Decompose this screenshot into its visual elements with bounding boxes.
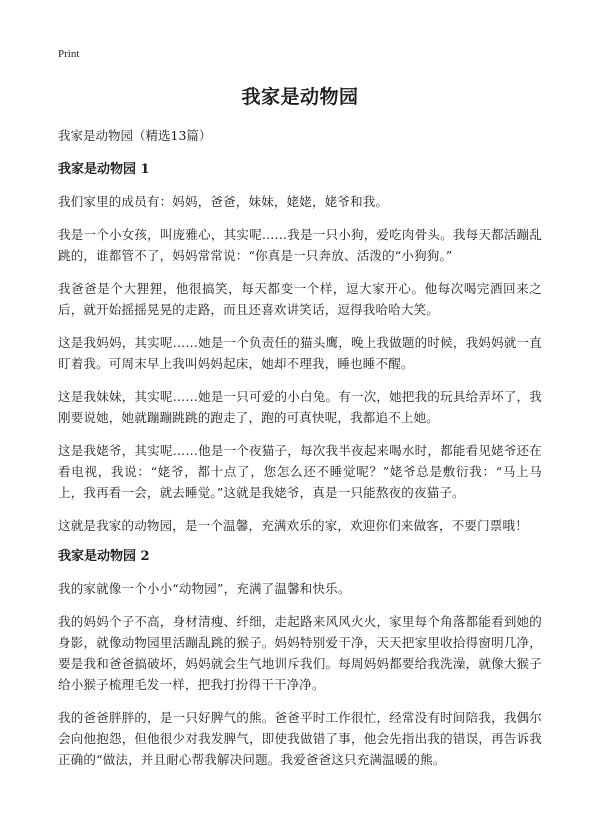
paragraph: 我的爸爸胖胖的，是一只好脾气的熊。爸爸平时工作很忙，经常没有时间陪我，我偶尔会向他抱怨，但他很少对我发脾气，即使我做错了事，他会先指出我的错误，再告诉我正确的“做法，并且耐心帮我解决问题。我爱爸爸这只充满温暖的熊。	[58, 710, 542, 767]
section-2	[58, 548, 542, 770]
paragraph: 我们家里的成员有：妈妈，爸爸，妹妹，姥姥，姥爷和我。	[58, 194, 389, 209]
paragraph: 我的家就像一个小小“动物园”，充满了温馨和快乐。	[58, 581, 351, 596]
paragraph: 这是我妈妈，其实呢……她是一个负责任的猫头鹰，晚上我做题的时候，我妈妈就一直盯着我。可周末早上我叫妈妈起床，她却不理我，睡也睡不醒。	[58, 335, 542, 371]
paragraph: 这是我妹妹，其实呢……她是一只可爱的小白兔。有一次，她把我的玩具给弄坏了，我刚要说她，她就蹦蹦跳跳的跑走了，跑的可真快呢，我都追不上她。	[58, 389, 542, 425]
paragraph: 我是一个小女孩，叫庞雅心，其实呢……我是一只小狗，爱吃肉骨头。我每天都活蹦乱跳的，谁都管不了，妈妈常常说：“你真是一只奔放、活泼的“小狗狗。”	[58, 227, 542, 263]
paragraph: 我的妈妈个子不高，身材清瘦、纤细，走起路来风风火火，家里每个角落都能看到她的身影，就像动物园里活蹦乱跳的猴子。妈妈特别爱干净，天天把家里收拾得窗明几净，要是我和爸爸搞破坏，妈妈就会生气地训斥我们。每周妈妈都要给我洗澡，就像大猴子给小猴子梳理毛发一样，把我打扮得干干净净。	[58, 614, 542, 692]
section-1	[58, 161, 542, 536]
paragraph: 这是我姥爷，其实呢……他是一个夜猫子，每次我半夜起来喝水时，都能看见姥爷还在看电视，我说：“姥爷，都十点了，您怎么还不睡觉呢？”姥爷总是敷衍我：“马上马上，我再看一会，就去睡觉。”这就是我姥爷，真是一只能熬夜的夜猫子。	[58, 443, 542, 500]
page-title: 我家是动物园	[241, 86, 359, 108]
print-link[interactable]: Print	[58, 48, 80, 60]
paragraph: 我爸爸是个大狸狸，他很搞笑，每天都变一个样，逗大家开心。他每次喝完酒回来之后，就开始摇摇晃晃的走路，而且还喜欢讲笑话，逗得我哈哈大笑。	[58, 281, 542, 317]
section-heading: 我家是动物园 2	[58, 549, 150, 564]
document-subtitle: 我家是动物园（精选13篇）	[58, 128, 212, 143]
section-heading: 我家是动物园 1	[58, 162, 150, 177]
paragraph: 这就是我家的动物园，是一个温馨，充满欢乐的家，欢迎你们来做客，不要门票哦！	[58, 518, 528, 533]
